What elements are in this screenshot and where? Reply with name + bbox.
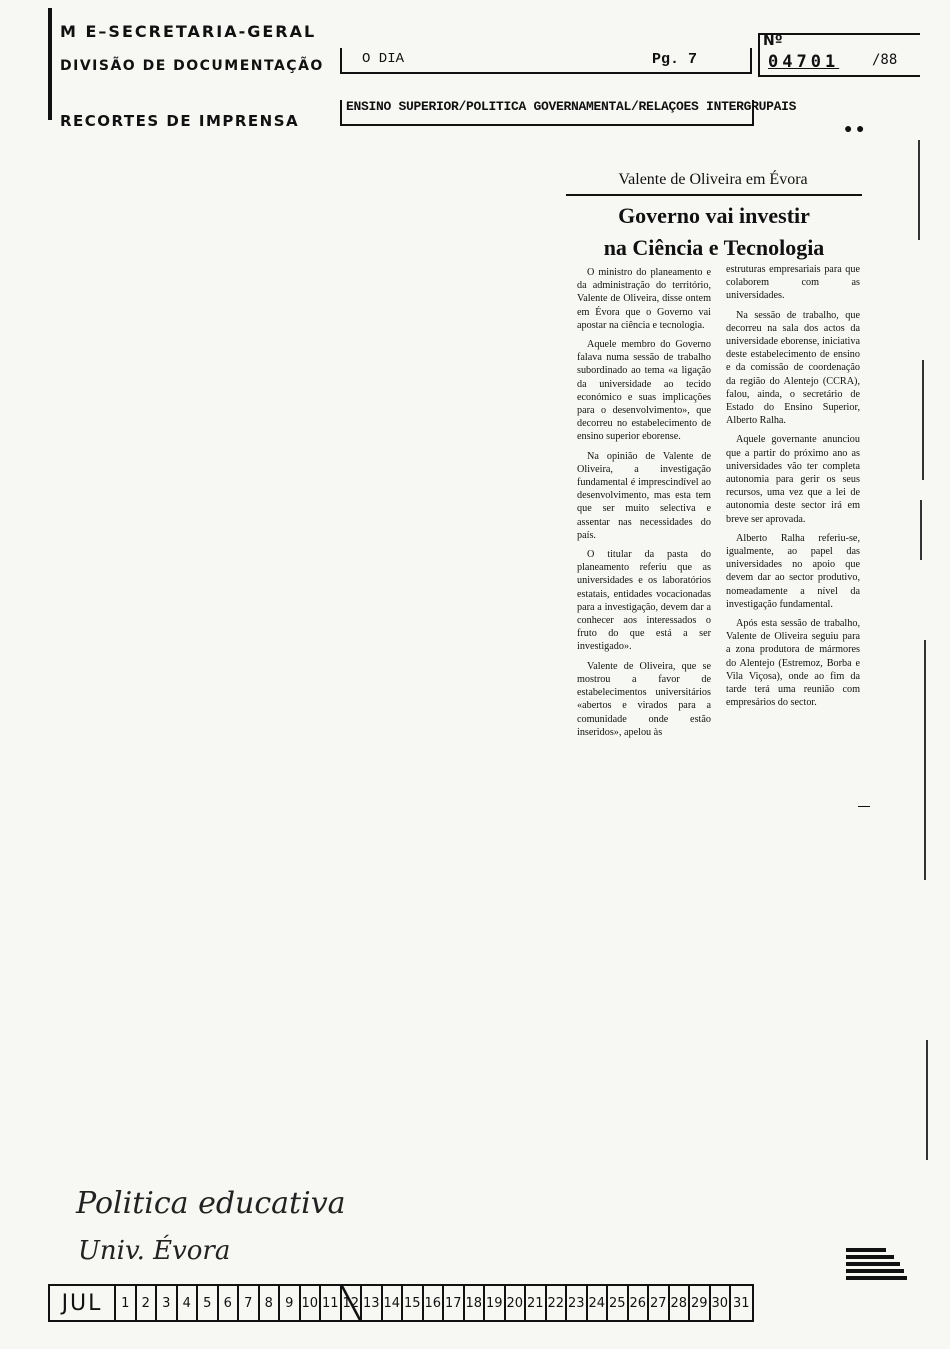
source-name: O DIA [362, 51, 405, 67]
headline-line-1: Governo vai investir [618, 203, 810, 228]
calendar-day-19: 19 [485, 1286, 506, 1320]
scan-edge-line [922, 360, 924, 480]
calendar-day-8: 8 [260, 1286, 281, 1320]
calendar-day-7: 7 [239, 1286, 260, 1320]
paragraph: Alberto Ralha referiu-se, igualmente, ao papel das universidades no apoio que devem dar ao sector produtivo, nomeadamente a nível da investigação fundamental. [726, 532, 860, 610]
calendar-month: JUL [50, 1286, 116, 1320]
calendar-day-29: 29 [690, 1286, 711, 1320]
calendar-day-1: 1 [116, 1286, 137, 1320]
section-name: RECORTES DE IMPRENSA [60, 112, 300, 130]
calendar-day-28: 28 [670, 1286, 691, 1320]
calendar-day-12: 12 [342, 1286, 363, 1320]
calendar-day-30: 30 [711, 1286, 732, 1320]
calendar-day-14: 14 [383, 1286, 404, 1320]
number-label: Nº [763, 33, 783, 49]
calendar-day-15: 15 [403, 1286, 424, 1320]
paragraph: Aquele membro do Governo falava numa sessão de trabalho subordinado ao tema «a ligação da universidade ao tecido económico e suas implicações para o desenvolvimento», que decorreu no estabelecimento de ensino superior eborense. [577, 339, 711, 443]
paragraph: Na opinião de Valente de Oliveira, a investigação fundamental é imprescindível ao desenvolvimento, mas esta tem que ser muito selectiva e assentar nas necessidades do país. [577, 450, 711, 541]
article-headline [566, 200, 862, 264]
calendar-day-27: 27 [649, 1286, 670, 1320]
paragraph: Aquele governante anunciou que a partir do próximo ano as universidades vão ter completa autonomia para gerir os seus recursos, uma vez que a lei de autonomia deste sector irá em breve ser aprovada. [726, 434, 860, 525]
calendar-day-13: 13 [362, 1286, 383, 1320]
calendar-day-10: 10 [301, 1286, 322, 1320]
clipping-number: 04701 [768, 52, 840, 72]
scan-edge-line [926, 1040, 928, 1160]
scan-edge-line [918, 140, 920, 240]
handwritten-note-2: Univ. Évora [78, 1236, 231, 1266]
calendar-day-5: 5 [198, 1286, 219, 1320]
clipping-year: /88 [872, 52, 898, 68]
calendar-day-20: 20 [506, 1286, 527, 1320]
paragraph: Valente de Oliveira, que se mostrou a favor de estabelecimentos universitários «abertos e virados para a comunidade onde estão inseridos», apelou às [577, 660, 711, 738]
calendar-day-2: 2 [137, 1286, 158, 1320]
calendar-day-31: 31 [732, 1295, 750, 1311]
division-name: DIVISÃO DE DOCUMENTAÇÃO [60, 58, 324, 74]
paragraph: estruturas empresariais para que colaborem com as universidades. [726, 264, 860, 302]
calendar-day-3: 3 [157, 1286, 178, 1320]
article-column-1 [577, 266, 711, 745]
calendar-day-18: 18 [465, 1286, 486, 1320]
page-number: Pg. 7 [652, 51, 698, 68]
article-kicker: Valente de Oliveira em Évora [618, 171, 808, 188]
paragraph: O ministro do planeamento e da administração do território, Valente de Oliveira, disse ontem em Évora que o Governo vai apostar na ciência e tecnologia. [577, 267, 711, 331]
topic-text: ENSINO SUPERIOR/POLITICA GOVERNAMENTAL/RELAÇOES INTERGRUPAIS [346, 99, 797, 114]
end-rule [858, 806, 870, 807]
calendar-day-9: 9 [280, 1286, 301, 1320]
calendar-day-6: 6 [219, 1286, 240, 1320]
calendar-day-4: 4 [178, 1286, 199, 1320]
corner-stripes-mark [846, 1248, 908, 1282]
calendar-strip [48, 1284, 754, 1322]
calendar-day-16: 16 [424, 1286, 445, 1320]
calendar-day-11: 11 [321, 1286, 342, 1320]
article-column-2 [726, 263, 860, 716]
calendar-day-26: 26 [629, 1286, 650, 1320]
calendar-day-23: 23 [567, 1286, 588, 1320]
topic-marks: ● ● [844, 122, 865, 137]
scan-edge-line [924, 640, 926, 880]
paragraph: Após esta sessão de trabalho, Valente de Oliveira seguiu para a zona produtora de mármores do Alentejo (Estremoz, Borba e Vila Viçosa), onde ao fim da tarde terá uma reunião com empresários do sector. [726, 618, 860, 709]
paragraph: Na sessão de trabalho, que decorreu na sala dos actos da universidade eborense, iniciativa deste estabelecimento de ensino e da comissão de coordenação da região do Alentejo (CCRA), falou, ainda, o secretário de Estado do Ensino Superior, Alberto Ralha. [726, 309, 860, 427]
calendar-day-25: 25 [608, 1286, 629, 1320]
left-margin-bar [48, 8, 52, 120]
calendar-day-24: 24 [588, 1286, 609, 1320]
paragraph: O titular da pasta do planeamento referiu que as universidades e os laboratórios estatais, entidades vocacionadas para a investigação, devem dar a conhecer aos interessados o fruto do que está a ser investigado». [577, 549, 711, 653]
calendar-day-22: 22 [547, 1286, 568, 1320]
scan-edge-line [920, 500, 922, 560]
kicker-rule [566, 194, 862, 196]
handwritten-note-1: Politica educativa [76, 1186, 346, 1221]
org-name: M E–SECRETARIA-GERAL [60, 22, 317, 41]
calendar-day-21: 21 [526, 1286, 547, 1320]
calendar-day-17: 17 [444, 1286, 465, 1320]
headline-line-2: na Ciência e Tecnologia [603, 235, 825, 260]
